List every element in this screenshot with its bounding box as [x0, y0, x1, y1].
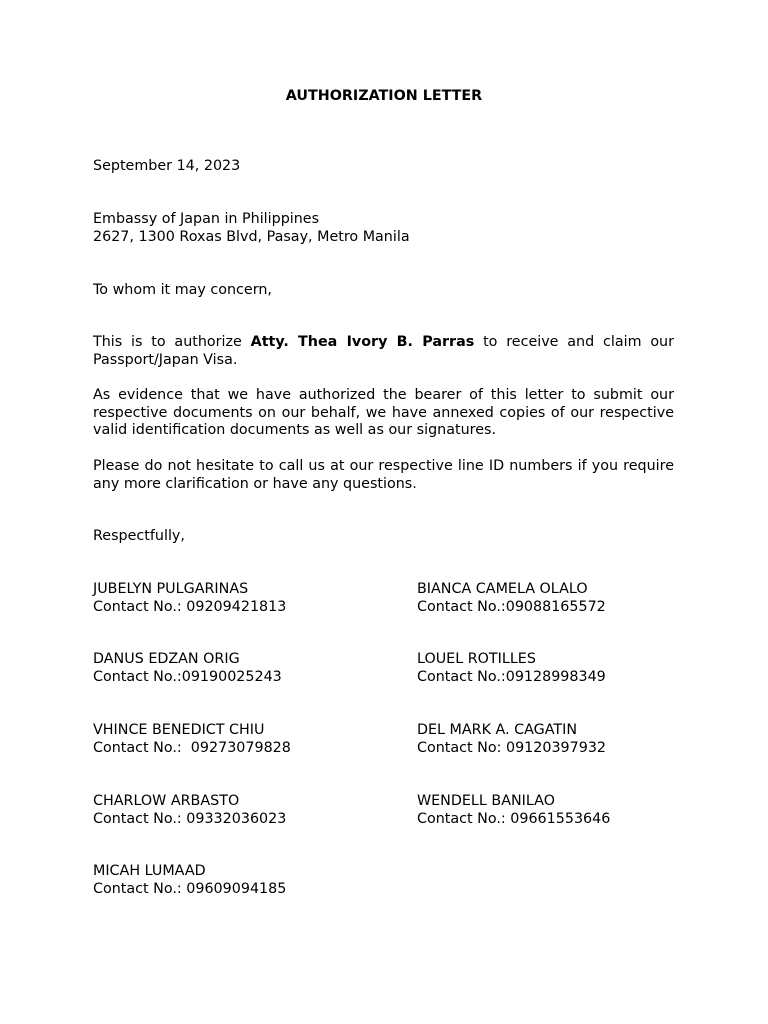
salutation: To whom it may concern, — [93, 282, 272, 298]
signatory-contact: Contact No.:09190025243 — [93, 668, 282, 685]
authorized-person: Atty. Thea Ivory B. Parras — [250, 334, 475, 350]
signatory-name: BIANCA CAMELA OLALO — [417, 581, 588, 597]
signatory-block — [93, 793, 286, 828]
signatory-contact: Contact No.: 09273079828 — [93, 739, 291, 756]
closing: Respectfully, — [93, 528, 185, 544]
signatory-contact: Contact No: 09120397932 — [417, 739, 607, 756]
signatory-contact: Contact No.: 09209421813 — [93, 598, 287, 615]
signatory-block — [93, 651, 282, 686]
signatory-contact: Contact No.: 09661553646 — [417, 810, 611, 827]
signatory-block — [417, 793, 610, 828]
signatory-block — [417, 722, 606, 757]
authorization-text-end: to receive and claim our Passport/Japan Visa. — [93, 334, 674, 368]
recipient-name: Embassy of Japan in Philippines — [93, 211, 320, 227]
signatory-block — [93, 863, 286, 898]
letter-title: AUTHORIZATION LETTER — [285, 88, 483, 104]
signatory-block — [417, 651, 606, 686]
signatory-name: LOUEL ROTILLES — [417, 651, 536, 667]
signatory-contact: Contact No.: 09332036023 — [93, 810, 287, 827]
signatory-block — [93, 581, 286, 616]
signatory-name: MICAH LUMAAD — [93, 863, 206, 879]
authorization-paragraph — [93, 334, 674, 369]
signatory-name: JUBELYN PULGARINAS — [93, 581, 249, 597]
signatory-name: VHINCE BENEDICT CHIU — [93, 722, 265, 738]
letter-date: September 14, 2023 — [93, 158, 241, 174]
signatory-name: WENDELL BANILAO — [417, 793, 555, 809]
recipient-address: 2627, 1300 Roxas Blvd, Pasay, Metro Manila — [93, 229, 410, 245]
contact-paragraph: Please do not hesitate to call us at our respective line ID numbers if you require any more clarification or have any questions. — [93, 458, 674, 492]
signatory-contact: Contact No.:09088165572 — [417, 598, 606, 615]
signatory-block — [417, 581, 606, 616]
signatory-contact: Contact No.: 09609094185 — [93, 880, 287, 897]
signatory-name: CHARLOW ARBASTO — [93, 793, 240, 809]
signatory-block — [93, 722, 291, 757]
signatory-name: DANUS EDZAN ORIG — [93, 651, 240, 667]
signatory-contact: Contact No.:09128998349 — [417, 668, 606, 685]
evidence-paragraph: As evidence that we have authorized the bearer of this letter to submit our respective documents on our behalf, we have annexed copies of our respective valid identification documents as well as our signatures. — [93, 387, 674, 438]
authorization-text-start: This is to authorize — [93, 334, 251, 350]
signatory-name: DEL MARK A. CAGATIN — [417, 722, 578, 738]
